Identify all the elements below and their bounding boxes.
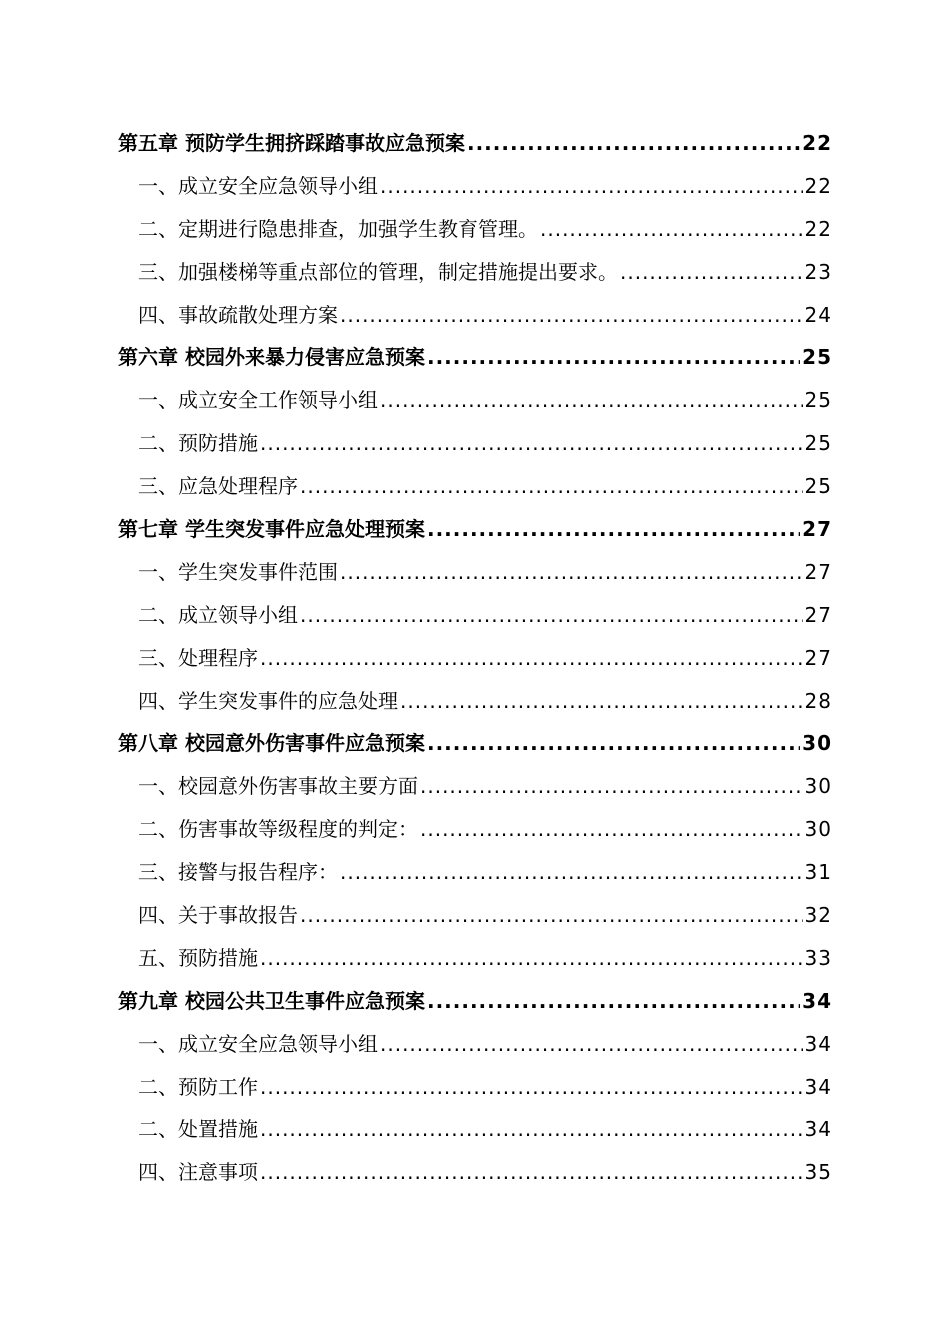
toc-section-entry[interactable]	[118, 208, 832, 251]
toc-page-number: 33	[804, 945, 832, 970]
toc-page-number: 30	[804, 817, 832, 842]
toc-chapter-entry[interactable]	[118, 122, 832, 165]
toc-page-number: 27	[804, 645, 832, 670]
toc-entry-title: 一、校园意外伤害事故主要方面	[138, 774, 418, 799]
toc-entry-title: 三、应急处理程序	[138, 474, 298, 499]
toc-dot-leader	[420, 765, 803, 808]
toc-entry-title: 二、预防工作	[138, 1074, 258, 1099]
toc-section-entry[interactable]	[118, 465, 832, 508]
toc-section-entry[interactable]	[118, 1108, 832, 1151]
toc-chapter-entry[interactable]	[118, 722, 832, 765]
toc-section-entry[interactable]	[118, 637, 832, 680]
toc-dot-leader	[300, 594, 803, 637]
toc-page-number: 27	[802, 517, 832, 542]
toc-section-entry[interactable]	[118, 379, 832, 422]
toc-section-entry[interactable]	[118, 1023, 832, 1066]
toc-entry-title: 第七章 学生突发事件应急处理预案	[118, 517, 425, 542]
toc-entry-title: 一、成立安全工作领导小组	[138, 388, 378, 413]
toc-dot-leader	[427, 336, 800, 379]
toc-dot-leader	[260, 1108, 803, 1151]
toc-section-entry[interactable]	[118, 551, 832, 594]
toc-entry-title: 第五章 预防学生拥挤踩踏事故应急预案	[118, 131, 465, 155]
toc-page-number: 27	[804, 602, 832, 627]
toc-entry-title: 第六章 校园外来暴力侵害应急预案	[118, 345, 425, 370]
toc-entry-title: 四、学生突发事件的应急处理	[138, 688, 398, 713]
toc-section-entry[interactable]	[118, 851, 832, 894]
toc-section-entry[interactable]	[118, 937, 832, 980]
toc-page-number: 31	[804, 860, 832, 885]
toc-section-entry[interactable]	[118, 1066, 832, 1109]
toc-section-entry[interactable]	[118, 1151, 832, 1194]
toc-entry-title: 三、接警与报告程序：	[138, 860, 338, 885]
toc-dot-leader	[427, 722, 800, 765]
toc-page-number: 28	[804, 688, 832, 713]
toc-page-number: 34	[802, 988, 832, 1013]
toc-entry-title: 四、注意事项	[138, 1160, 258, 1185]
toc-page-number: 25	[804, 388, 832, 413]
toc-section-entry[interactable]	[118, 765, 832, 808]
toc-entry-title: 二、成立领导小组	[138, 602, 298, 627]
toc-entry-title: 二、伤害事故等级程度的判定：	[138, 817, 418, 842]
toc-entry-title: 五、预防措施	[138, 945, 258, 970]
toc-dot-leader	[380, 165, 803, 208]
toc-entry-title: 四、事故疏散处理方案	[138, 302, 338, 327]
toc-dot-leader	[260, 1151, 803, 1194]
toc-page-number: 32	[804, 903, 832, 928]
toc-dot-leader	[427, 508, 800, 551]
toc-dot-leader	[427, 980, 800, 1023]
toc-section-entry[interactable]	[118, 165, 832, 208]
toc-entry-title: 一、成立安全应急领导小组	[138, 173, 378, 198]
toc-dot-leader	[400, 680, 803, 723]
toc-page-number: 25	[804, 431, 832, 456]
table-of-contents	[118, 122, 832, 1194]
toc-dot-leader	[260, 637, 803, 680]
toc-dot-leader	[340, 851, 803, 894]
toc-section-entry[interactable]	[118, 251, 832, 294]
toc-page-number: 30	[804, 774, 832, 799]
toc-page-number: 34	[804, 1074, 832, 1099]
toc-entry-title: 第九章 校园公共卫生事件应急预案	[118, 988, 425, 1013]
toc-page-number: 24	[804, 302, 832, 327]
toc-entry-title: 二、处置措施	[138, 1117, 258, 1142]
toc-dot-leader	[260, 422, 803, 465]
toc-section-entry[interactable]	[118, 594, 832, 637]
toc-section-entry[interactable]	[118, 894, 832, 937]
toc-chapter-entry[interactable]	[118, 336, 832, 379]
toc-page-number: 34	[804, 1031, 832, 1056]
toc-page-number: 25	[802, 345, 832, 370]
toc-dot-leader	[340, 551, 803, 594]
toc-section-entry[interactable]	[118, 422, 832, 465]
toc-dot-leader	[467, 122, 800, 165]
toc-page-number: 27	[804, 559, 832, 584]
toc-page-number: 22	[804, 173, 832, 198]
toc-page-number: 35	[804, 1160, 832, 1185]
toc-section-entry[interactable]	[118, 680, 832, 723]
toc-dot-leader	[380, 379, 803, 422]
toc-dot-leader	[260, 937, 803, 980]
toc-page-number: 22	[804, 216, 832, 241]
toc-entry-title: 一、成立安全应急领导小组	[138, 1031, 378, 1056]
toc-page-number: 34	[804, 1117, 832, 1142]
toc-dot-leader	[380, 1023, 803, 1066]
toc-page-number: 30	[802, 731, 832, 756]
toc-dot-leader	[420, 808, 803, 851]
toc-entry-title: 三、加强楼梯等重点部位的管理，制定措施提出要求。	[138, 259, 618, 284]
toc-page-number: 22	[802, 131, 832, 155]
toc-dot-leader	[260, 1066, 803, 1109]
toc-section-entry[interactable]	[118, 294, 832, 337]
toc-entry-title: 四、关于事故报告	[138, 903, 298, 928]
toc-page-number: 23	[804, 259, 832, 284]
toc-entry-title: 二、预防措施	[138, 431, 258, 456]
toc-chapter-entry[interactable]	[118, 508, 832, 551]
toc-dot-leader	[620, 251, 803, 294]
toc-entry-title: 一、学生突发事件范围	[138, 559, 338, 584]
toc-chapter-entry[interactable]	[118, 980, 832, 1023]
toc-entry-title: 第八章 校园意外伤害事件应急预案	[118, 731, 425, 756]
toc-dot-leader	[300, 465, 803, 508]
toc-dot-leader	[300, 894, 803, 937]
toc-dot-leader	[340, 294, 803, 337]
toc-dot-leader	[540, 208, 803, 251]
toc-entry-title: 三、处理程序	[138, 645, 258, 670]
toc-entry-title: 二、定期进行隐患排查，加强学生教育管理。	[138, 216, 538, 241]
toc-page-number: 25	[804, 474, 832, 499]
toc-section-entry[interactable]	[118, 808, 832, 851]
